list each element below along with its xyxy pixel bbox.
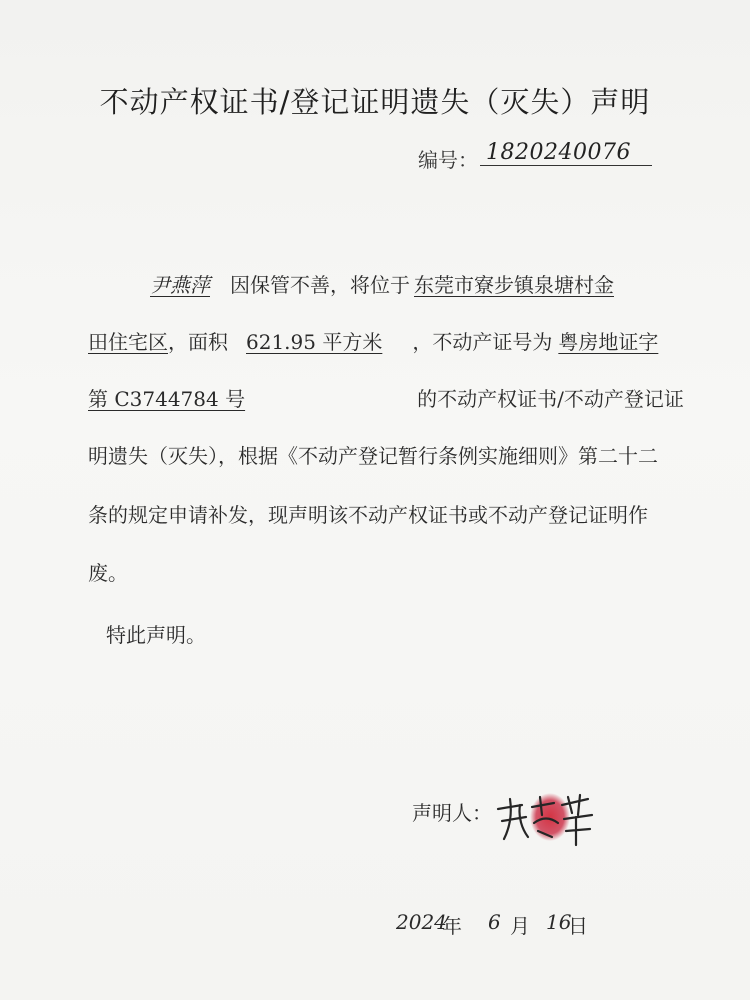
address-part-2: 田住宅区 <box>88 330 168 354</box>
body-line-2 <box>88 327 658 357</box>
declarant-name: 尹燕萍 <box>150 273 210 297</box>
cert-number-field <box>88 387 407 411</box>
cert-number-part-1: 粤房地证字 <box>558 330 659 354</box>
document-title: 不动产权证书/登记证明遗失（灭失）声明 <box>99 85 651 119</box>
number-value: 1820240076 <box>480 140 652 166</box>
text-cert-label: ，不动产证号为 <box>412 330 553 354</box>
closing-statement: 特此声明。 <box>106 623 206 647</box>
date-year-unit: 年 <box>442 914 462 938</box>
declarant-name-field <box>136 273 224 297</box>
date-year: 2024 <box>396 910 447 934</box>
body-line-3 <box>88 384 684 414</box>
date-month-unit: 月 <box>510 914 530 938</box>
number-label: 编号： <box>418 148 478 172</box>
handwritten-signature <box>492 787 602 847</box>
area-field <box>234 330 412 354</box>
body-line-5: 条的规定申请补发，现声明该不动产权证书或不动产登记证明作 <box>88 503 648 527</box>
date-month: 6 <box>488 910 501 934</box>
body-line-6: 废。 <box>88 561 128 585</box>
text-reason: 因保管不善，将位于 <box>230 273 410 297</box>
date-day: 16 <box>546 910 572 934</box>
signer-label: 声明人： <box>412 801 492 825</box>
cert-number-part-2: 第 C3744784 号 <box>88 387 246 411</box>
text-cert-type: 的不动产权证书/不动产登记证 <box>417 387 684 411</box>
fingerprint-stamp <box>530 793 570 841</box>
date-day-unit: 日 <box>568 914 588 938</box>
text-area-label: ，面积 <box>168 330 228 354</box>
body-line-1 <box>136 270 614 300</box>
area-value: 621.95 平方米 <box>246 330 383 354</box>
body-line-4: 明遗失（灭失），根据《不动产登记暂行条例实施细则》第二十二 <box>88 444 658 468</box>
address-part-1: 东莞市寮步镇泉塘村金 <box>414 273 614 297</box>
